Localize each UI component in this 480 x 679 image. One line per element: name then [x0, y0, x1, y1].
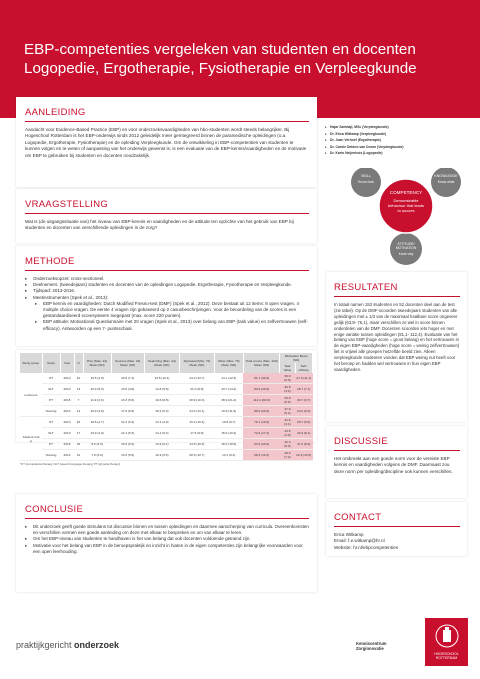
skill-sub: Know how	[358, 180, 374, 184]
th-appraisal: Appraisal (Max. 72) Mean (SD)	[180, 353, 214, 373]
table-cell: 28.9 (10.3)	[180, 395, 214, 406]
th-total: Total scores (Max. 220) Mean (SD)	[243, 353, 279, 373]
methode-item: ▸ Tijdspad: 2013-2016.	[25, 288, 309, 294]
resultaten-text: In totaal namen 153 studenten en 52 docenten deel aan de test (zie tabel). Op de DMF-scoorden tweedejaars studenten van alle opleidingen met ± 1/3 van de maximaal haalbare score ongeveer gelijk (63,8- 76,1), maar verschillen ze wel in score binnen onderdelen van de DMF. Docenten scoorden iets hoger en met enige variatie tussen opleidingen (81,1- 112,4). Evaluatie van het belang van EBP (hoge score = groot belang) en het vertrouwen in de eigen EBP-vaardigheden (hoge score = weinig zelfvertrouwen) liet in vrijwel alle groepen hetzelfde beeld zien. Alleen verpleegkunde studenten vonden dat EBP weinig nut heeft voor het beroep en hadden wel vertrouwen in hun eigen EBP vaardigheden.	[334, 302, 460, 372]
table-cell: 2013	[60, 384, 74, 395]
table-cell: 21.0 (8.8)	[180, 384, 214, 395]
table-cell: 31	[74, 450, 83, 461]
table-cell: 27.2 (11.1)	[295, 373, 312, 384]
table-row	[20, 450, 313, 461]
table-cell: 7	[74, 395, 83, 406]
aanleiding-title: AANLEIDING	[25, 107, 86, 118]
th-sources: Sources (Max. 24) Mean (SD)	[111, 353, 144, 373]
discussie-title: DISCUSSIE	[334, 436, 388, 447]
discussie-panel	[326, 426, 467, 498]
author-item: ▸ Hajar Samhaji, MSc (Verpleegkunde)	[325, 124, 465, 131]
table-cell: 11.9 (3.3)	[83, 395, 111, 406]
th-task-value: Task Value	[280, 363, 295, 373]
table-cell: 47.9 (5.2)	[280, 406, 295, 417]
table-cell: 46.9 (9.0)	[280, 373, 295, 384]
table-cell: 72.6 (17.4)	[243, 428, 279, 439]
table-cell: 10	[74, 373, 83, 384]
vraagstelling-rule	[25, 213, 309, 214]
table-cell: 10.9 (7.4)	[111, 373, 144, 384]
methode-subitem: ▸ EBP attitude: Motivational Questionnaire met 20 vragen (Spek et al., 2013) over belang van EBP (task value) en zelfvertrouwen (self-efficacy). Antwoorden op een 7- puntsschaal.	[35, 319, 309, 331]
vraagstelling-text: Wat is (de uitgangssituatie van) het niveau van EBP-kennis en vaardigheden en de attitude ten opzichte van het gebruik van EBP bij studenten en docenten van verschillende opleidingen in de zorg?	[25, 219, 294, 231]
table-cell: 17	[74, 428, 83, 439]
author-item: ▸ Dr. Karin Neijenhuis (Logopedie)	[325, 150, 465, 157]
table-cell: 23.7 (14.4)	[214, 384, 243, 395]
study-group-cell: Student 2nd yr	[20, 417, 42, 461]
methode-rule	[25, 270, 309, 271]
competency-diagram	[342, 168, 466, 278]
table-cell: 32	[74, 439, 83, 450]
conclusie-title: CONCLUSIE	[25, 504, 84, 515]
table-cell: 24.2 (9.9)	[295, 406, 312, 417]
table-cell: 10.9 (4.8)	[83, 406, 111, 417]
table-cell: 38.9 (21.4)	[214, 395, 243, 406]
table-cell: 22.9 (10.5)	[295, 450, 312, 461]
table-row	[20, 373, 313, 384]
competency-label: COMPETENCY	[389, 190, 423, 195]
table-cell: 76.1 (19.9)	[243, 417, 279, 428]
table-cell: 42.3 (6.0)	[280, 439, 295, 450]
attitude-sub: Know why	[398, 252, 414, 256]
conclusie-rule	[25, 518, 309, 519]
th-motivation: Motivation Mean (SD)	[280, 353, 313, 363]
table-cell: SLT	[42, 384, 60, 395]
table-cell: 39.0 (7.2)	[280, 450, 295, 461]
table-cell: 2013	[60, 428, 74, 439]
table-cell: 14.8 (5.8)	[144, 384, 180, 395]
th-study: Study	[42, 353, 60, 373]
th-year: Year	[60, 353, 74, 373]
table-cell: OT	[42, 373, 60, 384]
table-cell: 13.1 (6.2)	[214, 450, 243, 461]
table-cell: 63.5 (23.9)	[243, 439, 279, 450]
hogeschool-rotterdam-logo	[425, 618, 468, 666]
table-cell: 44.6 (4.9)	[280, 428, 295, 439]
table-cell: 14	[74, 406, 83, 417]
table-cell: 15.6 (10.2)	[214, 428, 243, 439]
skill-label: SKILL	[361, 174, 371, 178]
resultaten-panel	[326, 272, 467, 422]
discussie-rule	[334, 450, 460, 451]
table-cell: 25.7 (7.1)	[295, 384, 312, 395]
footer-brand	[16, 640, 119, 650]
methode-item: ▸ Deelnemers: (tweedejaars) studenten en docenten van de opleidingen Logopedie, Ergotherapie, Fysiotherapie en Verpleegkunde.	[25, 282, 309, 288]
table-row	[20, 439, 313, 450]
table-cell: 83.9 (24.8)	[243, 384, 279, 395]
table-cell: 88.0 (24.6)	[243, 406, 279, 417]
conclusie-item: ▸ Dit onderzoek geeft goede stimulans tot discussie binnen en tussen opleidingen en daarmee aanscherping van curricula. Overeenkomsten en verschillen vormen een goede aanleiding om deze met elkaar te bespreken en om van elkaar te leren.	[25, 524, 309, 536]
table-cell: 13.3 (5.6)	[111, 395, 144, 406]
footer-brand-bold: onderzoek	[74, 640, 120, 650]
table-cell: 19.2 (10.4)	[180, 417, 214, 428]
table-cell: 10.8 (9.7)	[214, 417, 243, 428]
table-cell: 16.6 (11.9)	[214, 406, 243, 417]
contact-rule	[334, 526, 460, 527]
results-table-panel	[16, 350, 317, 466]
conclusie-list	[25, 524, 309, 555]
table-cell: 37.2 (8.6)	[295, 439, 312, 450]
vraagstelling-title: VRAAGSTELLING	[25, 199, 109, 210]
th-self-efficacy: Self-efficacy	[295, 363, 312, 373]
th-other: Other (Max. 76) Mean (SD)	[214, 353, 243, 373]
table-cell: PT	[42, 395, 60, 406]
table-cell: 16.0 (10.9)	[214, 439, 243, 450]
table-cell: 2013	[60, 417, 74, 428]
vraagstelling-panel	[16, 189, 317, 243]
table-cell: 41.9 (4.1)	[280, 417, 295, 428]
results-table-body	[20, 373, 313, 461]
table-cell: 13.5 (5.5)	[111, 450, 144, 461]
table-cell: PT	[42, 439, 60, 450]
table-cell: 28.5 (10.7)	[180, 450, 214, 461]
table-cell: 2014	[60, 450, 74, 461]
th-n: N	[74, 353, 83, 373]
table-cell: 24.4 (13.1)	[180, 406, 214, 417]
discussie-text: Het ontbreekt aan een goede norm voor de vereiste EBP kennis en vaardigheden volgens de DMF. Daarnaast zou deze norm per opleiding/discipline ook kunnen verschillen.	[334, 456, 453, 474]
methode-title: METHODE	[25, 256, 75, 267]
th-searching: Searching (Max. 24) Mean (SD)	[144, 353, 180, 373]
knowledge-label: KNOWLEDGE	[434, 174, 458, 178]
methode-item: ▸ Onderzoeksopzet: cross-sectioneel.	[25, 276, 309, 282]
footer-brand-light: praktijkgericht	[16, 640, 75, 650]
table-cell: 18.5 (2.7)	[83, 417, 111, 428]
th-pico: Pico (Max. 24) Mean (SD)	[83, 353, 111, 373]
results-table	[20, 353, 313, 461]
table-cell: 29.7 (6.6)	[295, 417, 312, 428]
contact-email[interactable]: Email: f.e.witkamp@hr.nl	[334, 538, 385, 544]
table-cell: 13	[74, 384, 83, 395]
table-cell: 2015	[60, 395, 74, 406]
table-footnote: *OT (occupational therapy) SLT (speech language therapy) PT (physical therapy)	[20, 462, 121, 466]
table-row	[20, 395, 313, 406]
competency-sub: Demonstrable behaviour that leads to succes	[387, 198, 425, 213]
table-cell: 2013	[60, 373, 74, 384]
table-cell: 46.8 (4.2)	[280, 384, 295, 395]
table-cell: 14.4 (5.4)	[111, 417, 144, 428]
table-cell: 14.5 (10.2)	[180, 439, 214, 450]
table-cell: SLT	[42, 428, 60, 439]
contact-title: CONTACT	[334, 512, 382, 523]
table-row	[20, 428, 313, 439]
table-cell: 24.2 (13.7)	[180, 373, 214, 384]
authors-list	[325, 124, 465, 157]
table-cell: 17.6 (9.8)	[180, 428, 214, 439]
competency-diagram-svg	[342, 168, 466, 278]
methode-subitem: ▸ EBP kennis en vaardigheden: Dutch Modified Fresno-test (DMF) (Spek et al., 2012). Deze bestaat uit 12 items: 8 open vragen, 4 multiple choice vragen. De eerste 4 vragen zijn gebaseerd op 2 casusbeschrijvingen. Voor de beoordeling van de scores is een gestandaardiseerd scoresysteem toegepast (max. score 220 punten).	[35, 301, 309, 320]
table-cell: 15	[74, 417, 83, 428]
logo-line2: ROTTERDAM	[435, 656, 458, 660]
table-cell: 17.9 (6.5)	[111, 406, 144, 417]
table-cell: 12.1 (5.3)	[111, 428, 144, 439]
attitude-label: ATTITUDE/ MOTIVATION	[395, 242, 417, 251]
resultaten-title: RESULTATEN	[334, 282, 398, 293]
table-cell: 16.9 (5.5)	[144, 450, 180, 461]
table-row	[20, 406, 313, 417]
methode-sublist	[25, 301, 309, 332]
contact-website[interactable]: Website: hr.nl/ebpcompetenties	[334, 544, 399, 550]
conclusie-item: ▸ Motivatie voor het belang van EBP in de beroepspraktijk en inzicht in hiaten in de eigen competenties zijn belangrijke voorwaarden voor een open leerhouding.	[25, 543, 309, 555]
table-cell: 14.1 (12.3)	[214, 373, 243, 384]
aanleiding-panel	[16, 97, 317, 187]
th-study-group: Study group	[20, 353, 42, 373]
methode-item: ▸ Meetinstrumenten (Spek et al., 2013):	[25, 295, 309, 301]
table-cell: 14.9 (6.1)	[144, 439, 180, 450]
methode-list	[25, 276, 309, 301]
logo-line1: HOGESCHOOL	[434, 652, 459, 656]
table-cell: Nursing	[42, 450, 60, 461]
kenniscentrum-label	[356, 641, 386, 651]
table-cell: 8.5 (3.9)	[83, 439, 111, 450]
methode-panel	[16, 246, 317, 346]
table-cell: 7.9 (3.0)	[83, 450, 111, 461]
contact-panel	[326, 502, 467, 556]
table-cell: 112.4 (46.8)	[243, 395, 279, 406]
table-row	[20, 417, 313, 428]
kc-line1: Kenniscentrum	[356, 641, 387, 646]
table-cell: 68.3 (14.5)	[243, 450, 279, 461]
table-cell: 16.9 (5.6)	[83, 384, 111, 395]
table-cell: 43.9 (5.6)	[280, 395, 295, 406]
poster-title: EBP-competenties vergeleken van studenten en docenten Logopedie, Ergotherapie, Fysiotherapie en Verpleegkunde	[24, 41, 417, 77]
study-group-cell: Lecturers	[20, 373, 42, 417]
resultaten-rule	[334, 296, 460, 297]
table-cell: 34.3 (8.1)	[295, 428, 312, 439]
table-cell: 18.2 (5.3)	[144, 406, 180, 417]
table-cell: 19.6 (8.8)	[144, 395, 180, 406]
knowledge-sub: Know what	[437, 180, 455, 184]
table-cell: OT	[42, 417, 60, 428]
table-cell: 81.7 (32.6)	[243, 373, 279, 384]
table-cell: 14.1 (5.4)	[144, 428, 180, 439]
table-cell: 14.1 (4.9)	[144, 417, 180, 428]
table-cell: 2015	[60, 439, 74, 450]
author-item: ▸ Dr. Erica Witkamp (Verpleegkunde)	[325, 131, 465, 138]
table-cell: 13.5 (10.1)	[144, 373, 180, 384]
table-cell: 19.9 (4.9)	[83, 428, 111, 439]
table-cell: 33.7 (9.7)	[295, 395, 312, 406]
kc-line2: Zorginnovatie	[356, 646, 384, 651]
table-cell: 2014	[60, 406, 74, 417]
table-cell: 19.5 (2.8)	[83, 373, 111, 384]
table-cell: Nursing	[42, 406, 60, 417]
author-item: ▸ Dr. Joan Verhoef (Ergotherapie)	[325, 137, 465, 144]
table-cell: 10.5 (5.2)	[111, 439, 144, 450]
aanleiding-text: Aandacht voor Evidence-Based Practice (EBP) en voor onderzoeksvaardigheden van hbo-studenten wordt steeds belangrijker. Bij Hogeschool Rotterdam is het EBP-onderwijs sinds 2012 geleidelijk meer geïntegreerd binnen de paramedische opleidingen (o.a. Logopedie, Ergotherapie, Fysiotherapie) en de opleiding Verpleegkunde. Om de ontwikkeling in EBP-competenties van studenten te kunnen volgen en te weten of aanpassing van het onderwijs gewenst is, is een evaluatie van de EBP-kennis/vaardigheden en de motivatie om EBP te gebruiken bij studenten en docenten noodzakelijk.	[25, 127, 307, 158]
conclusie-item: ▸ Om het EBP-niveau van studenten te handhaven is het van belang dat ook docenten voldoende getraind zijn.	[25, 536, 309, 542]
aanleiding-rule	[25, 121, 309, 122]
table-cell: 13.5 (4.8)	[111, 384, 144, 395]
conclusie-panel	[16, 494, 317, 592]
author-item: ▸ Dr. Carole Dekker-van Doorn (Verpleegkunde)	[325, 144, 465, 151]
hr-emblem-icon	[434, 623, 460, 649]
contact-name: Erica Witkamp	[334, 532, 364, 537]
table-row	[20, 384, 313, 395]
